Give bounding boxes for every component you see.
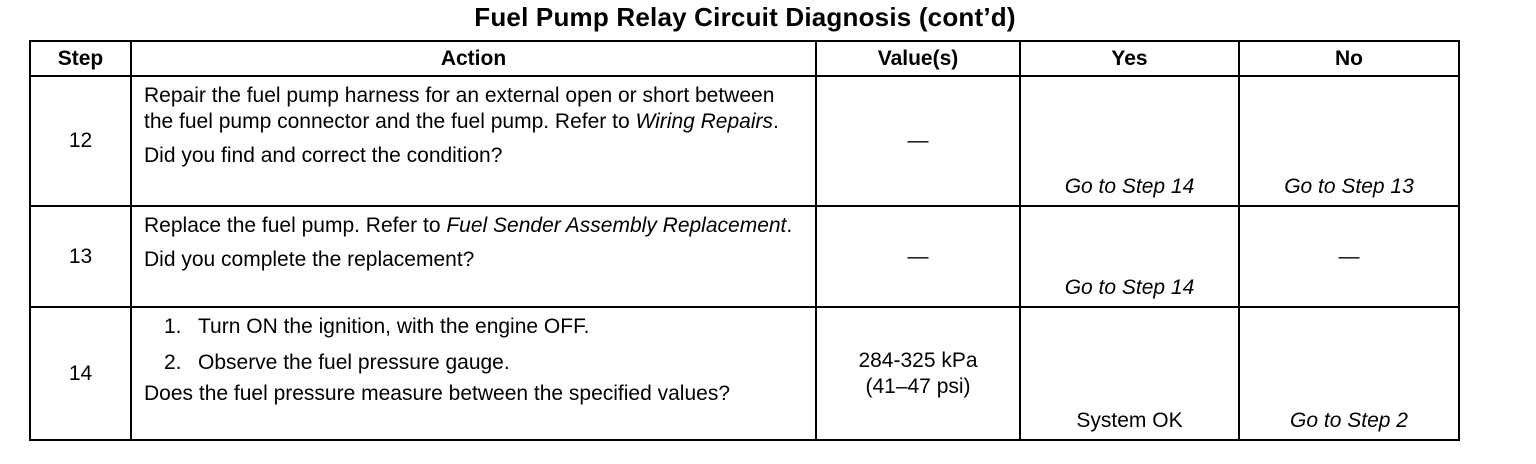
header-values: Value(s): [816, 41, 1020, 76]
page-title: Fuel Pump Relay Circuit Diagnosis (cont’d): [474, 2, 1016, 32]
value-dash: —: [907, 244, 929, 268]
yes-cell: System OK: [1020, 307, 1239, 440]
value-cell: [816, 307, 1020, 440]
substep-list: [144, 314, 807, 376]
value-cell: [816, 76, 1020, 206]
action-cell: [131, 307, 816, 440]
value-psi: (41–47 psi): [865, 374, 971, 398]
action-question: Did you find and correct the condition?: [144, 144, 503, 167]
reference-link: Wiring Repairs: [635, 110, 773, 133]
no-cell: Go to Step 13: [1239, 76, 1459, 206]
no-cell: Go to Step 2: [1239, 307, 1459, 440]
table-header-row: [30, 41, 1459, 76]
action-cell: [131, 76, 816, 206]
action-cell: [131, 206, 816, 307]
action-question: Does the fuel pressure measure between the specified values?: [144, 382, 731, 405]
table-row: [30, 76, 1459, 206]
header-no: No: [1239, 41, 1459, 76]
header-step: Step: [30, 41, 131, 76]
no-cell: [1239, 206, 1459, 307]
header-action: Action: [131, 41, 816, 76]
table-row: [30, 307, 1459, 440]
list-item: 1. Turn ON the ignition, with the engine OFF.: [164, 315, 590, 338]
action-question: Did you complete the replacement?: [144, 248, 475, 271]
action-text: Repair the fuel pump harness for an external open or short between the fuel pump connector and the fuel pump. Refer to Wiring Repairs.: [144, 84, 779, 133]
step-number: 14: [30, 307, 131, 440]
no-dash: —: [1338, 244, 1360, 268]
value-kpa: 284-325 kPa: [858, 348, 978, 372]
yes-cell: Go to Step 14: [1020, 206, 1239, 307]
step-number: 12: [30, 76, 131, 206]
value-dash: —: [907, 129, 929, 152]
value-cell: [816, 206, 1020, 307]
diagnosis-table: [29, 40, 1460, 441]
list-item: 2. Observe the fuel pressure gauge.: [164, 351, 510, 374]
step-number: 13: [30, 206, 131, 307]
header-yes: Yes: [1020, 41, 1239, 76]
yes-cell: Go to Step 14: [1020, 76, 1239, 206]
table-row: [30, 206, 1459, 307]
reference-link: Fuel Sender Assembly Replacement: [446, 214, 787, 237]
action-text: Replace the fuel pump. Refer to Fuel Sender Assembly Replacement.: [144, 214, 793, 237]
